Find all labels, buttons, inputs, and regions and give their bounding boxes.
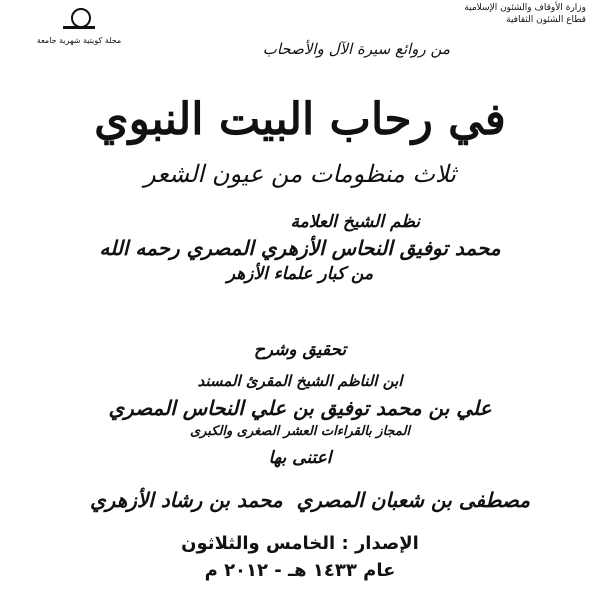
ministry-name: وزارة الأوقاف والشئون الإسلامية: [464, 3, 586, 13]
ministry-header: [386, 2, 586, 26]
release-number: الإصدار : الخامس والثلاثون: [181, 533, 419, 554]
tahqiq-label: تحقيق وشرح: [253, 340, 347, 360]
iatana-label: اعتنى بها: [268, 448, 332, 468]
sector-name: قطاع الشئون الثقافية: [506, 15, 586, 25]
journal-header: [14, 2, 144, 45]
journal-caption: مجلة كويتية شهرية جامعة: [36, 36, 122, 45]
publication-year: عام ١٤٣٣ هـ - ٢٠١٢ م: [204, 560, 396, 581]
son-name: علي بن محمد توفيق بن علي النحاس المصري: [108, 396, 492, 420]
son-ijaza: المجاز بالقراءات العشر الصغرى والكبرى: [189, 424, 411, 439]
book-title: في رحاب البيت النبوي: [94, 94, 506, 145]
emblem-icon: [59, 2, 99, 34]
book-subtitle: ثلاث منظومات من عيون الشعر: [144, 160, 456, 188]
author-note: من كبار علماء الأزهر: [226, 264, 374, 284]
son-label: ابن الناظم الشيخ المقرئ المسند: [197, 372, 403, 390]
nazm-label: نظم الشيخ العلامة: [290, 212, 420, 232]
editor-name: محمد بن رشاد الأزهري: [90, 488, 283, 512]
editor-name: مصطفى بن شعبان المصري: [296, 488, 530, 512]
author-name: محمد توفيق النحاس الأزهري المصري رحمه الله: [99, 236, 501, 260]
series-title: من روائع سيرة الآل والأصحاب: [262, 40, 450, 58]
